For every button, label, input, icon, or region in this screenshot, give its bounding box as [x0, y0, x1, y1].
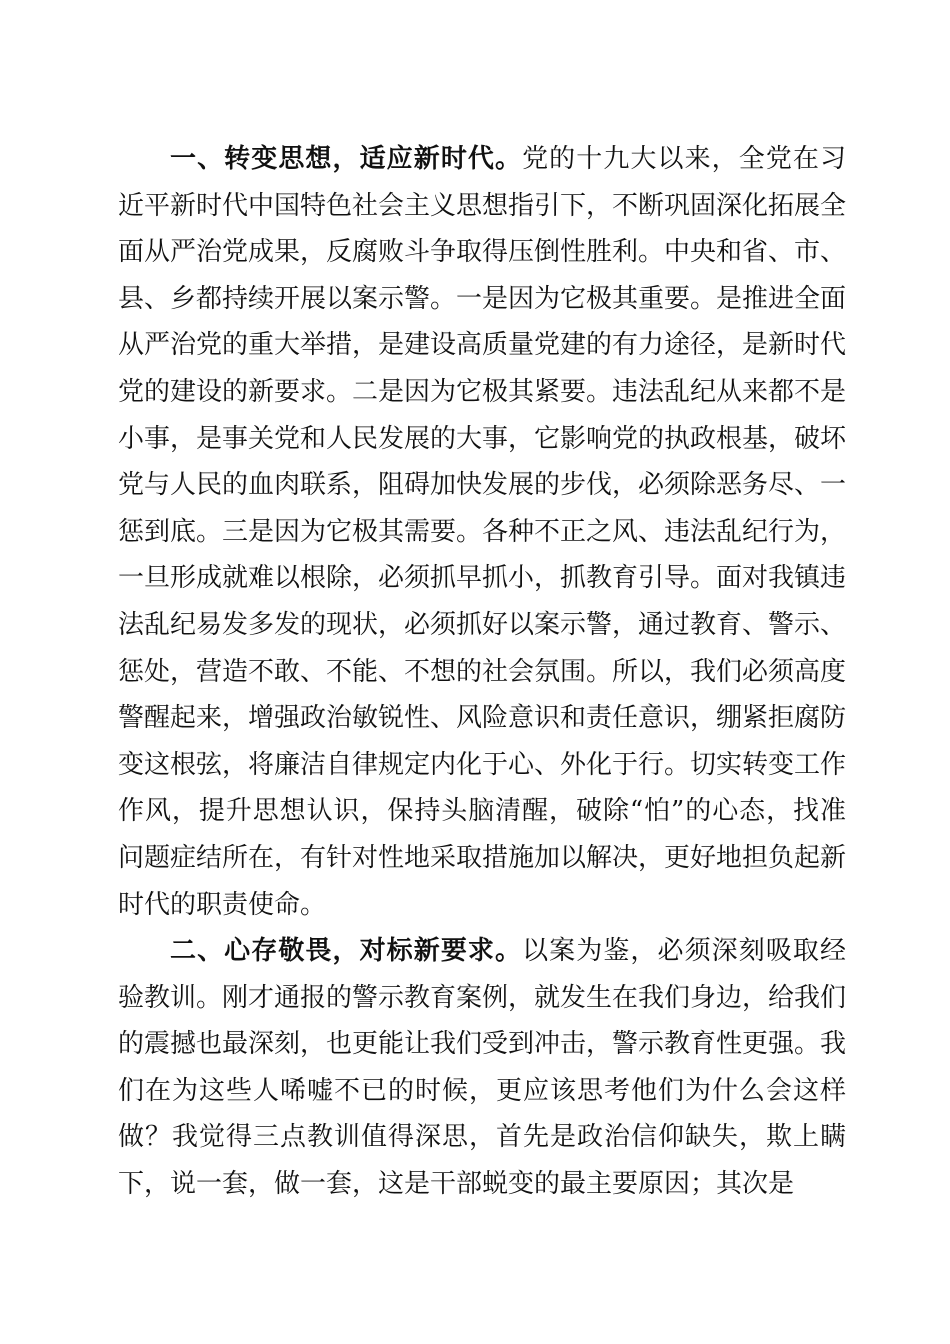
paragraph-2-text: 以案为鉴，必须深刻吸取经验教训。刚才通报的警示教育案例，就发生在我们身边，给我们的震撼也最深刻，也更能让我们受到冲击，警示教育性更强。我们在为这些人唏嘘不已的时候，更应该思考他们为什么会这样做？我觉得三点教训值得深思，首先是政治信仰缺失，欺上瞒下，说一套，做一套，这是干部蜕变的最主要原因；其次是 — [118, 936, 847, 1200]
paragraph-2-heading: 二、心存敬畏，对标新要求。 — [170, 936, 523, 967]
paragraph-1-text: 党的十九大以来，全党在习近平新时代中国特色社会主义思想指引下，不断巩固深化拓展全面从严治党成果，反腐败斗争取得压倒性胜利。中央和省、市、县、乡都持续开展以案示警。一是因为它极其重要。是推进全面从严治党的重大举措，是建设高质量党建的有力途径，是新时代党的建设的新要求。二是因为它极其紧要。违法乱纪从来都不是小事，是事关党和人民发展的大事，它影响党的执政根基，破坏党与人民的血肉联系，阻碍加快发展的步伐，必须除恶务尽、一惩到底。三是因为它极其需要。各种不正之风、违法乱纪行为，一旦形成就难以根除，必须抓早抓小，抓教育引导。面对我镇违法乱纪易发多发的现状，必须抓好以案示警，通过教育、警示、惩处，营造不敢、不能、不想的社会氛围。所以，我们必须高度警醒起来，增强政治敏锐性、风险意识和责任意识，绷紧拒腐防变这根弦，将廉洁自律规定内化于心、外化于行。切实转变工作作风，提升思想认识，保持头脑清醒，破除“怕”的心态，找准问题症结所在，有针对性地采取措施加以解决，更好地担负起新时代的职责使命。 — [118, 144, 847, 920]
paragraph-1 — [118, 136, 846, 928]
document-body — [118, 136, 846, 1208]
paragraph-1-heading: 一、转变思想，适应新时代。 — [170, 144, 523, 174]
paragraph-2 — [118, 928, 846, 1208]
